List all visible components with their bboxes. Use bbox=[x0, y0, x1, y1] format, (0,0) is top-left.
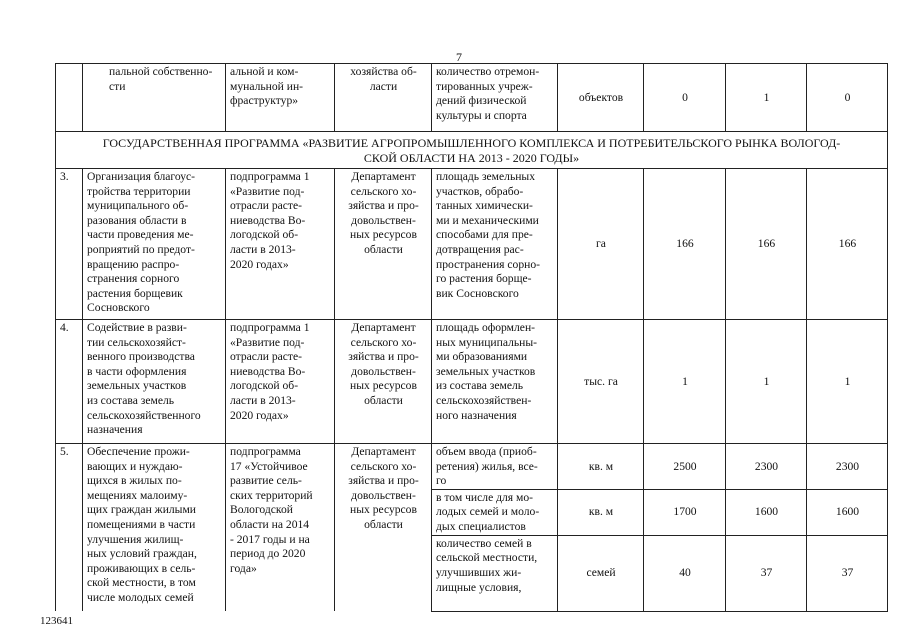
indicator-name: площадь земельных участков, обрабо- танных химически- ми и механическими способами для пре- дотвращения рас- пространения сорно- го растения борще- вик Сосновского bbox=[432, 169, 558, 320]
table-row bbox=[56, 64, 888, 132]
indicators-table bbox=[55, 63, 888, 612]
program-name: подпрограмма 1 «Развитие под- отрасли расте- ниеводства Во- логодской об- ласти в 2013- 2020 годах» bbox=[226, 320, 335, 444]
table-row bbox=[56, 320, 888, 444]
measure-name: Организация благоус- тройства территории муниципального об- разования области в части проведения ме- роприятий по предот- вращению распро- странения сорного растения борщевик Сосновского bbox=[83, 169, 226, 320]
program-name: подпрограмма 1 «Развитие под- отрасли расте- ниеводства Во- логодской об- ласти в 2013- 2020 годах» bbox=[226, 169, 335, 320]
section-header: ГОСУДАРСТВЕННАЯ ПРОГРАММА «РАЗВИТИЕ АГРОПРОМЫШЛЕННОГО КОМПЛЕКСА И ПОТРЕБИТЕЛЬСКОГО РЫНКА ВОЛОГОД- СКОЙ ОБЛАСТИ НА 2013 - 2020 ГОДЫ» bbox=[56, 132, 888, 169]
value-3: 0 bbox=[807, 64, 888, 132]
value-1: 166 bbox=[644, 169, 726, 320]
program-name: альной и ком- мунальной ин- фраструктур» bbox=[226, 64, 335, 132]
measure-name: пальной собственно- сти bbox=[83, 64, 226, 132]
table-row bbox=[56, 444, 888, 490]
value-1: 1700 bbox=[644, 489, 726, 535]
value-1: 1 bbox=[644, 320, 726, 444]
executor: Департамент сельского хо- зяйства и про- довольствен- ных ресурсов области bbox=[335, 444, 432, 612]
value-1: 2500 bbox=[644, 444, 726, 490]
indicator-name: количество семей в сельской местности, улучшивших жи- лищные условия, bbox=[432, 535, 558, 611]
row-number: 3. bbox=[56, 169, 83, 320]
row-number: 4. bbox=[56, 320, 83, 444]
unit: объектов bbox=[558, 64, 644, 132]
value-3: 1 bbox=[807, 320, 888, 444]
row-number bbox=[56, 64, 83, 132]
page-number: 7 bbox=[456, 50, 462, 64]
unit: кв. м bbox=[558, 489, 644, 535]
value-3: 37 bbox=[807, 535, 888, 611]
executor: хозяйства об- ласти bbox=[335, 64, 432, 132]
indicator-name: площадь оформлен- ных муниципальны- ми образованиями земельных участков из состава земель сельскохозяйствен- ного назначения bbox=[432, 320, 558, 444]
value-2: 1 bbox=[726, 320, 807, 444]
measure-name: Обеспечение прожи- вающих и нуждаю- щихся в жилых по- мещениях малоиму- щих граждан жилыми помещениями в части улучшения жилищ- ных условий граждан, проживающих в сель- ской местности, в том числе молодых семей bbox=[83, 444, 226, 612]
value-2: 1 bbox=[726, 64, 807, 132]
unit: га bbox=[558, 169, 644, 320]
unit: семей bbox=[558, 535, 644, 611]
document-id: 123641 bbox=[40, 615, 73, 627]
value-3: 1600 bbox=[807, 489, 888, 535]
value-2: 166 bbox=[726, 169, 807, 320]
unit: кв. м bbox=[558, 444, 644, 490]
executor: Департамент сельского хо- зяйства и про- довольствен- ных ресурсов области bbox=[335, 320, 432, 444]
executor: Департамент сельского хо- зяйства и про- довольствен- ных ресурсов области bbox=[335, 169, 432, 320]
row-number: 5. bbox=[56, 444, 83, 612]
section-header-row bbox=[56, 132, 888, 169]
indicator-name: количество отремон- тированных учреж- дений физической культуры и спорта bbox=[432, 64, 558, 132]
measure-name: Содействие в разви- тии сельскохозяйст- венного производства в части оформления земельных участков из состава земель сельскохозяйственного назначения bbox=[83, 320, 226, 444]
value-1: 0 bbox=[644, 64, 726, 132]
value-1: 40 bbox=[644, 535, 726, 611]
value-3: 2300 bbox=[807, 444, 888, 490]
value-3: 166 bbox=[807, 169, 888, 320]
unit: тыс. га bbox=[558, 320, 644, 444]
value-2: 1600 bbox=[726, 489, 807, 535]
program-name: подпрограмма 17 «Устойчивое развитие сель- ских территорий Вологодской области на 2014 - 2017 годы и на период до 2020 года» bbox=[226, 444, 335, 612]
table-row bbox=[56, 169, 888, 320]
indicator-name: в том числе для мо- лодых семей и моло- дых специалистов bbox=[432, 489, 558, 535]
value-2: 37 bbox=[726, 535, 807, 611]
indicator-name: объем ввода (приоб- ретения) жилья, все- го bbox=[432, 444, 558, 490]
value-2: 2300 bbox=[726, 444, 807, 490]
